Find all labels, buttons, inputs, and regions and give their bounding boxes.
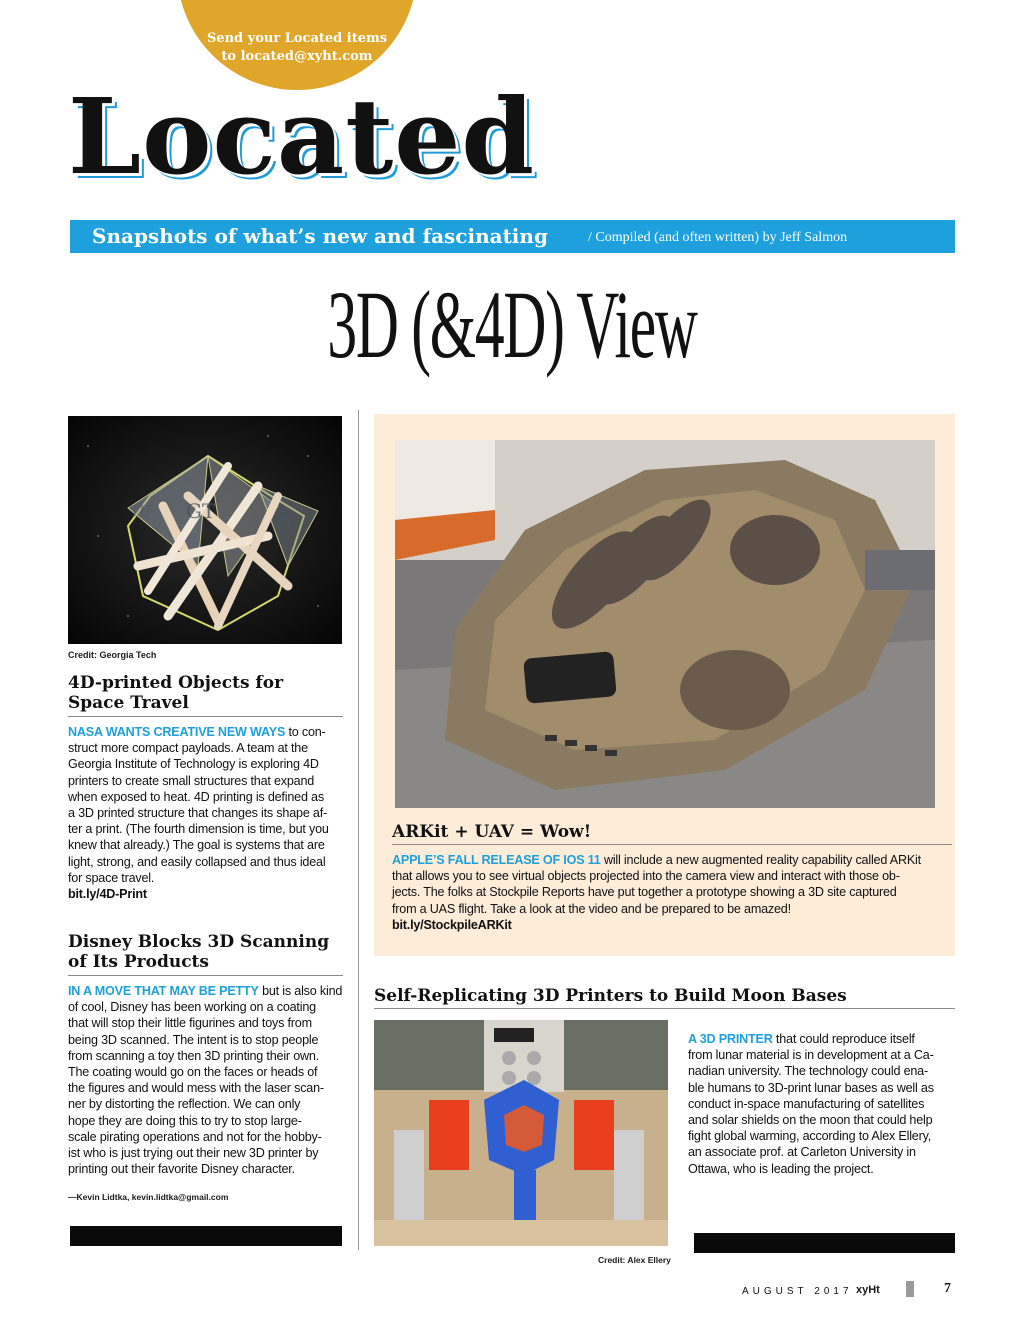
body-line: Georgia Institute of Technology is exploring 4D [68,757,319,772]
body-line: will include a new augmented reality capability called ARKit [603,853,921,867]
column-end-bar [694,1233,955,1253]
page-number: 7 [944,1281,951,1296]
photo-4d-structure [68,416,342,644]
page-headline: 3D (&4D) View [327,271,697,378]
body-line: scale pirating operations and not for the hobby- [68,1129,322,1144]
body-line: hope they are doing this to try to stop large- [68,1113,302,1128]
4d-structure-illustration [68,416,342,644]
column-end-bar [70,1226,342,1246]
footer-brand: xyHt [856,1284,880,1296]
photo-label-right: TU [278,515,297,529]
photo-credit-alex-ellery: Credit: Alex Ellery [598,1255,671,1265]
body-line: printing out their favorite Disney character. [68,1162,295,1177]
article-title-moon-bases: Self-Replicating 3D Printers to Build Moon Bases [374,986,847,1006]
section-tagline: Snapshots of what’s new and fascinating [92,224,548,248]
title-rule [374,1008,955,1009]
body-line: jects. The folks at Stockpile Reports have put together a prototype showing a 3D site captured [392,885,897,900]
article-lead-arkit: APPLE’S FALL RELEASE OF IOS 11 [392,853,601,867]
article-title-4d-objects [68,673,283,713]
body-line: and solar shields on the moon that could help [688,1113,933,1128]
body-line: for space travel. [68,870,155,885]
link-stockpile-arkit[interactable]: bit.ly/StockpileARKit [392,917,512,932]
body-line: fight global warming, according to Alex Ellery, [688,1129,932,1144]
body-line: knew that already.) The goal is systems that are [68,838,325,853]
body-line: that will stop their little figurines and toys from [68,1016,312,1031]
article-title-disney-line1: Disney Blocks 3D Scanning [68,932,330,952]
submission-note [177,30,417,66]
submission-line-2[interactable]: to located@xyht.com [221,49,373,64]
body-line: light, strong, and easily collapsed and thus ideal [68,854,326,869]
title-rule [392,844,952,845]
terrain-model-illustration [395,440,935,808]
body-line: from a UAS flight. Take a look at the video and be prepared to be amazed! [392,901,791,916]
article-body-moon-bases [688,1031,958,1177]
article-body-4d-objects [68,724,353,902]
link-4d-print[interactable]: bit.ly/4D-Print [68,887,147,902]
body-line: that could reproduce itself [775,1032,915,1046]
body-line: an associate prof. at Carleton University in [688,1145,916,1160]
body-line: but is also kind [262,984,343,998]
photo-3d-printer-motor [374,1020,668,1246]
title-rule [68,975,343,976]
article-lead-moon: A 3D PRINTER [688,1032,773,1046]
body-line: being 3D scanned. The intent is to stop people [68,1032,319,1047]
body-line: conduct in-space manufacturing of satellites [688,1096,925,1111]
article-byline-disney: —Kevin Lidtka, kevin.lidtka@gmail.com [68,1192,229,1202]
body-line: to con- [288,725,326,739]
body-line: struct more compact payloads. A team at the [68,741,308,756]
body-line: printers to create small structures that expand [68,773,315,788]
body-line: that allows you to see virtual objects projected into the camera view and interact with those ob- [392,869,900,884]
body-line: ist who is just trying out their new 3D printer by [68,1146,319,1161]
column-divider [358,410,359,1250]
body-line: Ottawa, who is leading the project. [688,1161,874,1176]
section-compiler: / Compiled (and often written) by Jeff Salmon [588,230,848,245]
photo-credit-georgia-tech: Credit: Georgia Tech [68,650,157,660]
body-line: The coating would go on the faces or heads of [68,1065,318,1080]
article-title-arkit: ARKit + UAV = Wow! [392,822,592,842]
body-line: from lunar material is in development at a Ca- [688,1048,934,1063]
body-line: from scanning a toy then 3D printing their own. [68,1048,320,1063]
body-line: ner by distorting the reflection. We can only [68,1097,301,1112]
article-title-4d-line2: Space Travel [68,693,189,713]
footer-divider-block [906,1281,914,1297]
article-body-disney [68,983,353,1177]
footer-issue-date: AUGUST 2017 [742,1286,853,1297]
article-lead-4d: NASA WANTS CREATIVE NEW WAYS [68,725,286,739]
photo-label-left: TU [130,504,152,520]
submission-line-1: Send your Located items [206,31,388,46]
article-title-4d-line1: 4D-printed Objects for [68,673,284,693]
masthead-title: Located [68,75,536,198]
title-rule [68,716,343,717]
body-line: ble humans to 3D-print lunar bases as well as [688,1080,934,1095]
photo-label-center: GT [186,499,216,523]
body-line: of cool, Disney has been working on a coating [68,1000,316,1015]
body-line: nadian university. The technology could ena- [688,1064,928,1079]
body-line: ter a print. (The fourth dimension is time, but you [68,822,329,837]
article-lead-disney: IN A MOVE THAT MAY BE PETTY [68,984,259,998]
article-body-arkit [392,852,952,933]
article-title-disney-line2: of Its Products [68,952,209,972]
printer-motor-illustration [374,1020,668,1246]
photo-arkit-terrain [395,440,935,808]
body-line: a 3D printed structure that changes its shape af- [68,806,328,821]
body-line: the figures and would mess with the laser scan- [68,1081,324,1096]
body-line: when exposed to heat. 4D printing is defined as [68,789,324,804]
article-title-disney [68,932,329,972]
